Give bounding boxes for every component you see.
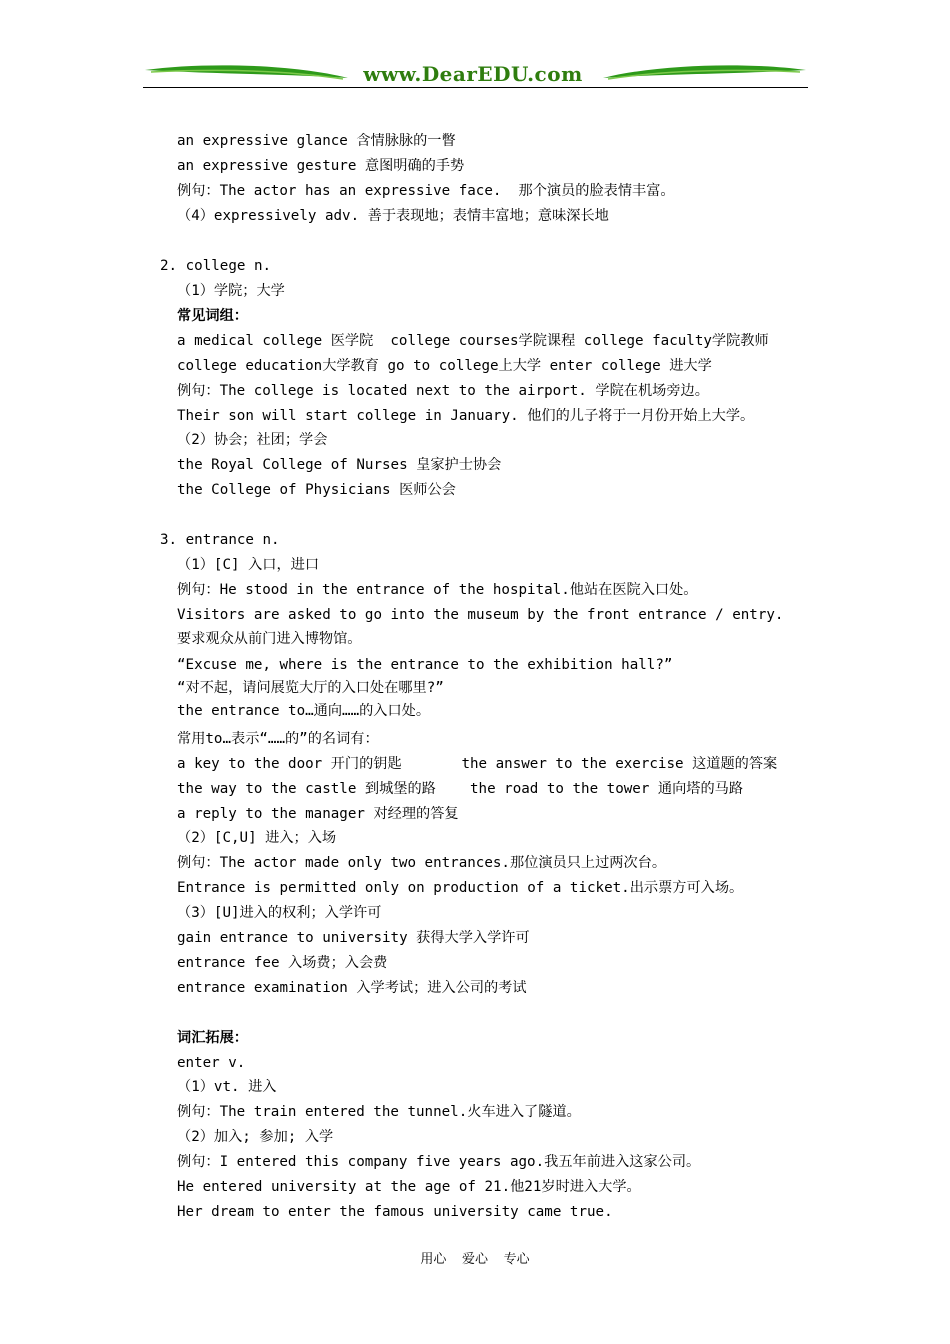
text-line: 例句：The train entered the tunnel.火车进入了隧道。 bbox=[177, 1104, 581, 1120]
text-line: Their son will start college in January. 他们的儿子将于一月份开始上大学。 bbox=[177, 408, 755, 424]
text-line: Her dream to enter the famous university came true. bbox=[177, 1204, 613, 1220]
text-line: the Royal College of Nurses 皇家护士协会 bbox=[177, 457, 502, 473]
text-line: 例句：The actor made only two entrances.那位演员只上过两次台。 bbox=[177, 855, 667, 871]
text-line: （1）[C] 入口，进口 bbox=[177, 557, 320, 573]
text-line: a key to the door 开门的钥匙 the answer to the exercise 这道题的答案 bbox=[177, 756, 778, 772]
text-line: the entrance to…通向……的入口处。 bbox=[177, 703, 431, 719]
section-heading: 词汇拓展： bbox=[177, 1030, 248, 1046]
text-line: enter v. bbox=[177, 1055, 246, 1071]
text-line: 例句：The college is located next to the airport. 学院在机场旁边。 bbox=[177, 383, 709, 399]
text-line: （3）[U]进入的权利；入学许可 bbox=[177, 905, 382, 921]
text-line: （1）学院；大学 bbox=[177, 283, 285, 299]
page-footer: 用心 爱心 专心 bbox=[420, 1252, 530, 1267]
text-line: （2）加入; 参加; 入学 bbox=[177, 1129, 334, 1145]
text-line: （4）expressively adv. 善于表现地；表情丰富地；意味深长地 bbox=[177, 208, 609, 224]
text-line: （2）[C,U] 进入；入场 bbox=[177, 830, 337, 846]
text-line: “Excuse me, where is the entrance to the exhibition hall?” bbox=[177, 657, 673, 673]
site-logo-text: www.DearEDU.com bbox=[363, 62, 583, 86]
text-line: the way to the castle 到城堡的路 the road to the tower 通向塔的马路 bbox=[177, 781, 744, 797]
entry-heading: 3. entrance n. bbox=[160, 532, 280, 548]
text-line: 要求观众从前门进入博物馆。 bbox=[177, 631, 362, 647]
text-line: “对不起，请问展览大厅的入口处在哪里?” bbox=[177, 680, 444, 696]
text-line: entrance examination 入学考试；进入公司的考试 bbox=[177, 980, 527, 996]
text-line: gain entrance to university 获得大学入学许可 bbox=[177, 930, 530, 946]
text-line: Visitors are asked to go into the museum by the front entrance / entry. bbox=[177, 607, 784, 623]
text-line: 例句：I entered this company five years ago.我五年前进入这家公司。 bbox=[177, 1154, 701, 1170]
text-line: college education大学教育 go to college上大学 enter college 进大学 bbox=[177, 358, 712, 374]
text-line: 常用to…表示“……的”的名词有： bbox=[177, 731, 379, 747]
text-line: 例句：The actor has an expressive face. 那个演员的脸表情丰富。 bbox=[177, 183, 675, 199]
text-line: an expressive gesture 意图明确的手势 bbox=[177, 158, 465, 174]
text-line: （2）协会；社团；学会 bbox=[177, 432, 328, 448]
page-header bbox=[143, 60, 808, 94]
section-heading: 常见词组： bbox=[177, 308, 248, 324]
text-line: entrance fee 入场费；入会费 bbox=[177, 955, 388, 971]
header-rule bbox=[143, 87, 808, 88]
text-line: a medical college 医学院 college courses学院课程 college faculty学院教师 bbox=[177, 333, 769, 349]
text-line: the College of Physicians 医师公会 bbox=[177, 482, 456, 498]
text-line: an expressive glance 含情脉脉的一瞥 bbox=[177, 133, 456, 149]
entry-heading: 2. college n. bbox=[160, 258, 272, 274]
text-line: a reply to the manager 对经理的答复 bbox=[177, 806, 459, 822]
text-line: （1）vt. 进入 bbox=[177, 1079, 277, 1095]
text-line: 例句：He stood in the entrance of the hospital.他站在医院入口处。 bbox=[177, 582, 698, 598]
text-line: Entrance is permitted only on production of a ticket.出示票方可入场。 bbox=[177, 880, 744, 896]
text-line: He entered university at the age of 21.他21岁时进入大学。 bbox=[177, 1179, 641, 1195]
